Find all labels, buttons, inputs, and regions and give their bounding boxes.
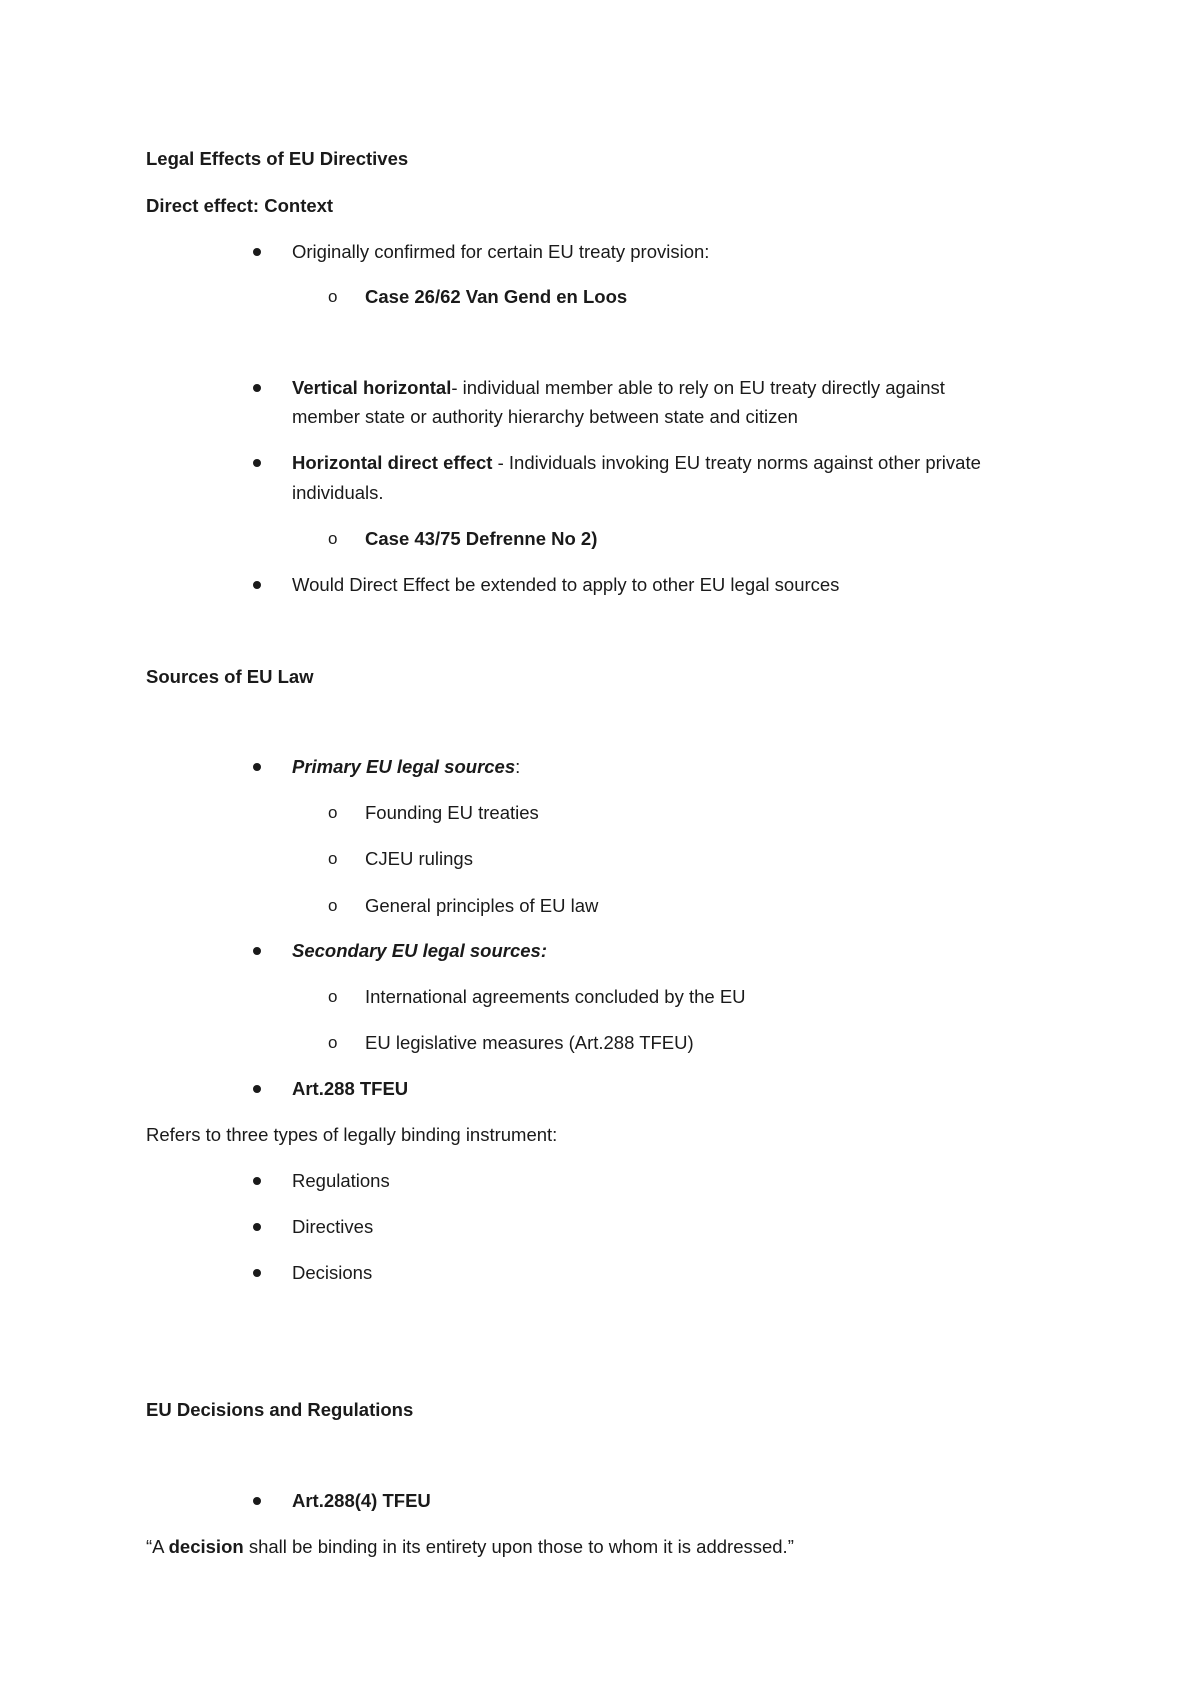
sub-bullet-icon: o bbox=[328, 1033, 338, 1052]
primary-label: Primary EU legal sources bbox=[292, 756, 516, 777]
sub-item-primary: CJEU rulings bbox=[365, 848, 473, 869]
bullet-icon bbox=[253, 947, 261, 955]
list-item-instrument: Directives bbox=[292, 1216, 374, 1237]
list-item-instrument: Regulations bbox=[292, 1170, 390, 1191]
colon: : bbox=[515, 756, 521, 777]
term-vertical-horizontal: Vertical horizontal bbox=[292, 377, 452, 398]
sub-bullet-icon: o bbox=[328, 987, 338, 1006]
sub-item-primary: General principles of EU law bbox=[365, 895, 599, 916]
list-item-continuation: member state or authority hierarchy between state and citizen bbox=[292, 406, 798, 427]
refers-paragraph: Refers to three types of legally binding instrument: bbox=[146, 1124, 558, 1145]
bullet-icon bbox=[253, 581, 261, 589]
document-title: Legal Effects of EU Directives bbox=[146, 148, 409, 169]
quote-rest: shall be binding in its entirety upon those to whom it is addressed.” bbox=[243, 1536, 794, 1557]
list-item-originally-confirmed: Originally confirmed for certain EU treaty provision: bbox=[292, 241, 710, 262]
list-item-would-direct-effect: Would Direct Effect be extended to apply to other EU legal sources bbox=[292, 574, 840, 595]
bullet-icon bbox=[253, 248, 261, 256]
section-heading-sources: Sources of EU Law bbox=[146, 666, 314, 687]
decision-quote bbox=[146, 1536, 794, 1558]
section-heading-direct-effect: Direct effect: Context bbox=[146, 195, 334, 216]
bullet-icon bbox=[253, 1497, 261, 1505]
list-item-vertical-horizontal bbox=[292, 377, 945, 399]
sub-item-defrenne: Case 43/75 Defrenne No 2) bbox=[365, 528, 598, 549]
bullet-icon bbox=[253, 1085, 261, 1093]
bullet-icon bbox=[253, 1177, 261, 1185]
quote-term: decision bbox=[168, 1536, 244, 1557]
definition-text: - Individuals invoking EU treaty norms against other private bbox=[492, 452, 981, 473]
sub-item-secondary: International agreements concluded by the EU bbox=[365, 986, 746, 1007]
bullet-icon bbox=[253, 1269, 261, 1277]
sub-item-van-gend: Case 26/62 Van Gend en Loos bbox=[365, 286, 628, 307]
list-item-art288-4: Art.288(4) TFEU bbox=[292, 1490, 431, 1511]
sub-item-secondary: EU legislative measures (Art.288 TFEU) bbox=[365, 1032, 694, 1053]
list-item-primary bbox=[292, 756, 520, 778]
list-item-continuation: individuals. bbox=[292, 482, 384, 503]
sub-bullet-icon: o bbox=[328, 287, 338, 306]
bullet-icon bbox=[253, 384, 261, 392]
sub-bullet-icon: o bbox=[328, 896, 338, 915]
list-item-art288: Art.288 TFEU bbox=[292, 1078, 409, 1099]
sub-bullet-icon: o bbox=[328, 803, 338, 822]
definition-text: - individual member able to rely on EU treaty directly against bbox=[451, 377, 945, 398]
list-item-horizontal-direct-effect bbox=[292, 452, 981, 474]
bullet-icon bbox=[253, 763, 261, 771]
list-item-instrument: Decisions bbox=[292, 1262, 373, 1283]
term-horizontal-direct-effect: Horizontal direct effect bbox=[292, 452, 493, 473]
quote-open: “A bbox=[146, 1536, 169, 1557]
sub-bullet-icon: o bbox=[328, 529, 338, 548]
sub-bullet-icon: o bbox=[328, 849, 338, 868]
sub-item-primary: Founding EU treaties bbox=[365, 802, 539, 823]
bullet-icon bbox=[253, 1223, 261, 1231]
bullet-icon bbox=[253, 459, 261, 467]
list-item-secondary: Secondary EU legal sources: bbox=[292, 940, 547, 961]
section-heading-decisions: EU Decisions and Regulations bbox=[146, 1399, 414, 1420]
